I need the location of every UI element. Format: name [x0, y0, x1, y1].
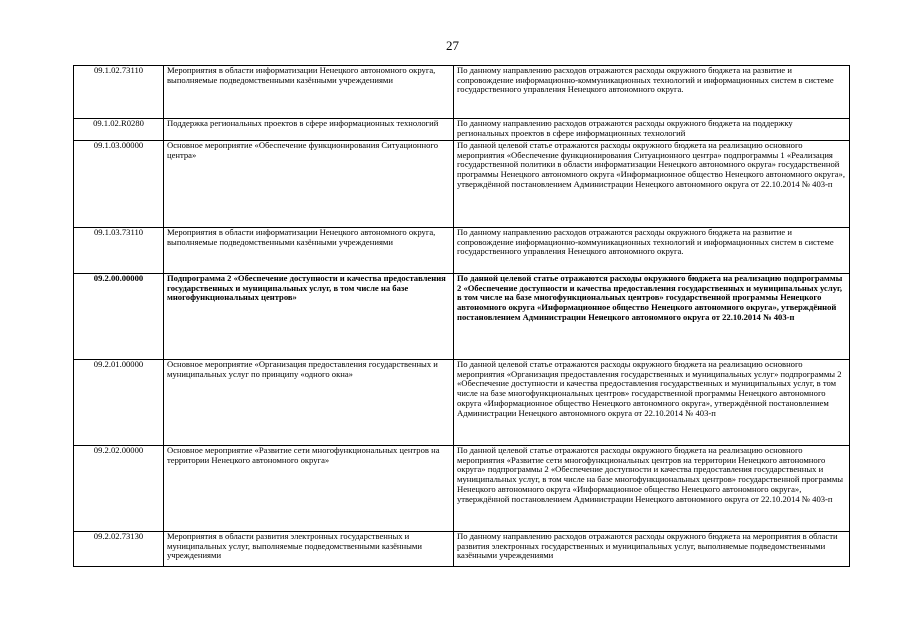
row-name: Мероприятия в области информатизации Ненецкого автономного округа, выполняемые подведомственными казёнными учреждениями: [164, 228, 454, 274]
row-description: По данному направлению расходов отражаются расходы окружного бюджета на поддержку региональных проектов в сфере информационных технологий: [454, 119, 850, 141]
row-code: 09.1.03.73110: [74, 228, 164, 274]
row-description: По данному направлению расходов отражаются расходы окружного бюджета на развитие и сопровождение информационно-коммуникационных технологий и информационных систем в системе государственного управления Ненецкого автономного округа.: [454, 228, 850, 274]
row-name: Подпрограмма 2 «Обеспечение доступности и качества предоставления государственных и муниципальных услуг, в том числе на базе многофункциональных центров»: [164, 274, 454, 360]
table-row: [74, 119, 850, 141]
row-name: Поддержка региональных проектов в сфере информационных технологий: [164, 119, 454, 141]
row-code: 09.2.00.00000: [74, 274, 164, 360]
table-row: [74, 532, 850, 567]
table-row: [74, 228, 850, 274]
row-code: 09.2.02.73130: [74, 532, 164, 567]
row-code: 09.1.02.73110: [74, 66, 164, 119]
row-description: По данной целевой статье отражаются расходы окружного бюджета на реализацию подпрограммы 2 «Обеспечение доступности и качества предоставления государственных и муниципальных услуг, в том числе на базе многофункциональных центров» государственной программы Ненецкого автономного округа «Информационное общество Ненецкого автономного округа», утверждённой постановлением Администрации Ненецкого автономного округа от 22.10.2014 № 403-п: [454, 274, 850, 360]
row-code: 09.2.02.00000: [74, 446, 164, 532]
table-row: [74, 446, 850, 532]
row-name: Основное мероприятие «Обеспечение функционирования Ситуационного центра»: [164, 141, 454, 228]
table-row: [74, 141, 850, 228]
row-description: По данному направлению расходов отражаются расходы окружного бюджета на развитие и сопровождение информационно-коммуникационных технологий и информационных систем в системе государственного управления Ненецкого автономного округа.: [454, 66, 850, 119]
row-name: Основное мероприятие «Развитие сети многофункциональных центров на территории Ненецкого автономного округа»: [164, 446, 454, 532]
target-articles-table: [73, 65, 850, 567]
row-description: По данной целевой статье отражаются расходы окружного бюджета на реализацию основного мероприятия «Развитие сети многофункциональных центров на территории Ненецкого автономного округа» подпрограммы 2 «Обеспечение доступности и качества предоставления государственных и муниципальных услуг, в том числе на базе многофункциональных центров» государственной программы Ненецкого автономного округа «Информационное общество Ненецкого автономного округа», утверждённой постановлением Администрации Ненецкого автономного округа от 22.10.2014 № 403-п: [454, 446, 850, 532]
table-row: [74, 360, 850, 446]
page-number: 27: [446, 38, 459, 53]
row-name: Основное мероприятие «Организация предоставления государственных и муниципальных услуг по принципу «одного окна»: [164, 360, 454, 446]
row-name: Мероприятия в области информатизации Ненецкого автономного округа, выполняемые подведомственными казёнными учреждениями: [164, 66, 454, 119]
table-row: [74, 274, 850, 360]
row-description: По данной целевой статье отражаются расходы окружного бюджета на реализацию основного мероприятия «Обеспечение функционирования Ситуационного центра» подпрограммы 1 «Реализация государственной политики в области информатизации Ненецкого автономного округа» государственной программы Ненецкого автономного округа «Информационное общество Ненецкого автономного округа», утверждённой постановлением Администрации Ненецкого автономного округа от 22.10.2014 № 403-п: [454, 141, 850, 228]
row-name: Мероприятия в области развития электронных государственных и муниципальных услуг, выполняемые подведомственными казёнными учреждениями: [164, 532, 454, 567]
row-code: 09.2.01.00000: [74, 360, 164, 446]
row-code: 09.1.03.00000: [74, 141, 164, 228]
row-description: По данной целевой статье отражаются расходы окружного бюджета на реализацию основного мероприятия «Организация предоставления государственных и муниципальных услуг» подпрограммы 2 «Обеспечение доступности и качества предоставления государственных и муниципальных услуг, в том числе на базе многофункциональных центров» государственной программы Ненецкого автономного округа «Информационное общество Ненецкого автономного округа», утверждённой постановлением Администрации Ненецкого автономного округа от 22.10.2014 № 403-п: [454, 360, 850, 446]
table-row: [74, 66, 850, 119]
row-code: 09.1.02.R0280: [74, 119, 164, 141]
row-description: По данному направлению расходов отражаются расходы окружного бюджета на мероприятия в области развития электронных государственных и муниципальных услуг, выполняемые подведомственными казёнными учреждениями: [454, 532, 850, 567]
